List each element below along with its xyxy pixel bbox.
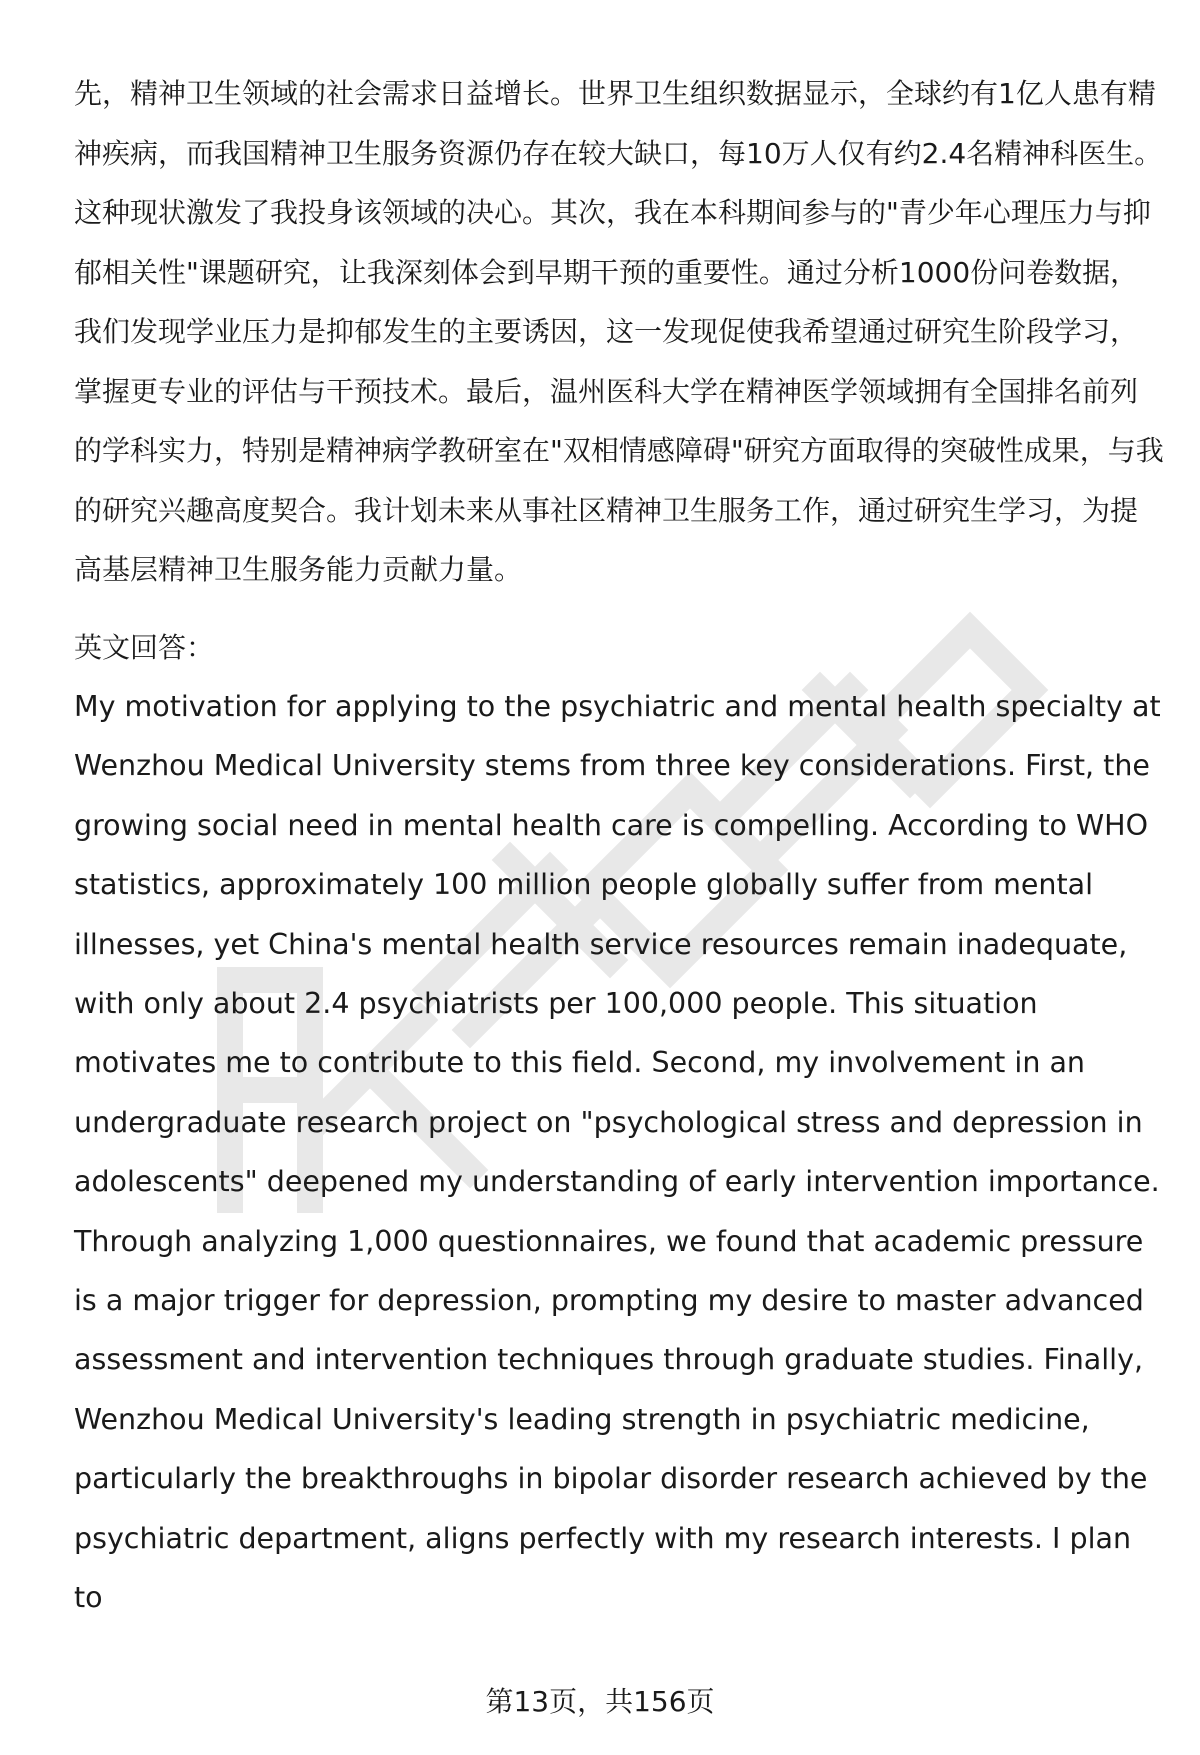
english-answer-label: 英文回答：	[74, 630, 215, 664]
page-number-footer: 第13页，共156页	[485, 1685, 715, 1718]
english-answer-paragraph: My motivation for applying to the psychiatric and mental health specialty at Wenzhou Medical University stems from three key considerations. First, the growing social need in mental health care is compelling. According to WHO statistics, approximately 100 million people globally suffer from mental illnesses, yet China's mental health service resources remain inadequate, with only about 2.4 psychiatrists per 100,000 people. This situation motivates me to contribute to this field. Second, my involvement in an undergraduate research project on "psychological stress and depression in adolescents" deepened my understanding of early intervention importance. Through analyzing 1,000 questionnaires, we found that academic pressure is a major trigger for depression, prompting my desire to master advanced assessment and intervention techniques through graduate studies. Finally, Wenzhou Medical University's leading strength in psychiatric medicine, particularly the breakthroughs in bipolar disorder research achieved by the psychiatric department, aligns perfectly with my research interests. I plan to	[74, 690, 1161, 1615]
chinese-answer-paragraph: 先，精神卫生领域的社会需求日益增长。世界卫生组织数据显示，全球约有1亿人患有精神疾病，而我国精神卫生服务资源仍存在较大缺口，每10万人仅有约2.4名精神科医生。这种现状激发了我投身该领域的决心。其次，我在本科期间参与的"青少年心理压力与抑郁相关性"课题研究，让我深刻体会到早期干预的重要性。通过分析1000份问卷数据，我们发现学业压力是抑郁发生的主要诱因，这一发现促使我希望通过研究生阶段学习，掌握更专业的评估与干预技术。最后，温州医科大学在精神医学领域拥有全国排名前列的学科实力，特别是精神病学教研室在"双相情感障碍"研究方面取得的突破性成果，与我的研究兴趣高度契合。我计划未来从事社区精神卫生服务工作，通过研究生学习，为提高基层精神卫生服务能力贡献力量。	[74, 77, 1164, 586]
document-body	[74, 64, 1164, 1628]
